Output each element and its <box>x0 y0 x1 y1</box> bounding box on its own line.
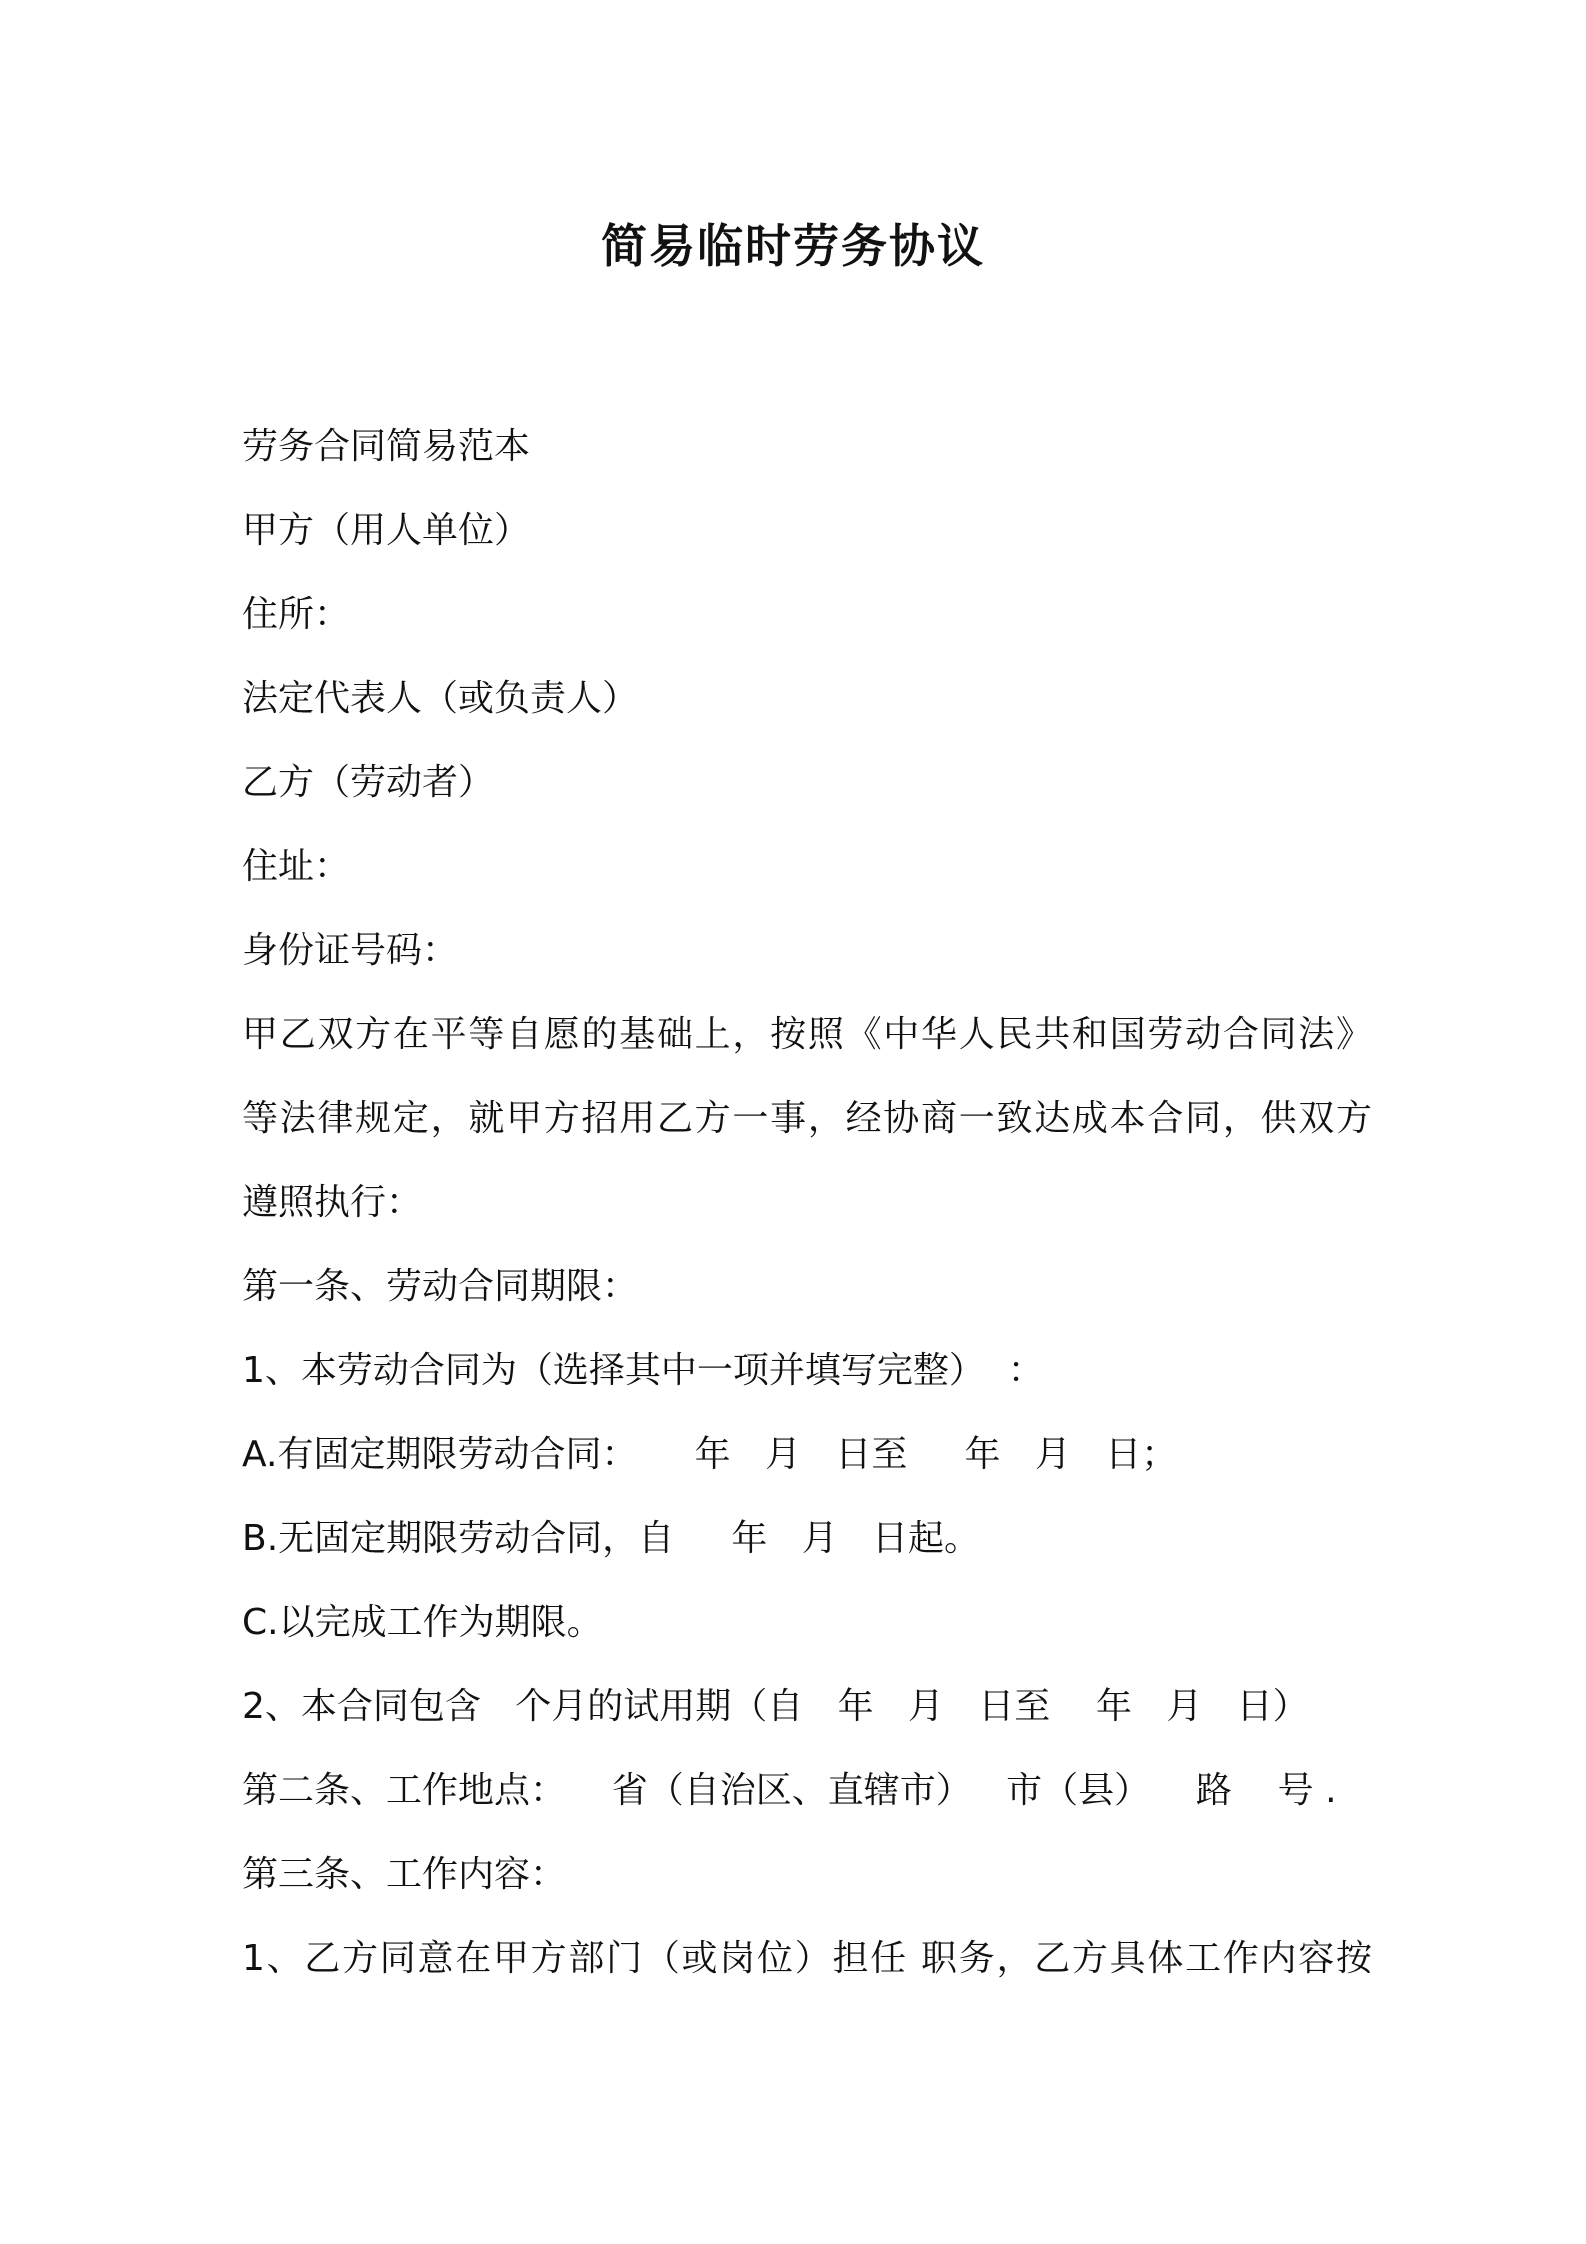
document-body <box>242 405 1372 2001</box>
line-article-1-item-1: 1、本劳动合同为（选择其中一项并填写完整） ： <box>242 1350 1044 1391</box>
line-option-a: A.有固定期限劳动合同： 年 月 日至 年 月 日； <box>242 1434 1178 1475</box>
line-party-a-residence: 住所： <box>242 594 351 635</box>
line-article-3-item-1: 1、乙方同意在甲方部门（或岗位）担任 职务，乙方具体工作内容按 <box>242 1938 1372 1979</box>
line-party-a: 甲方（用人单位） <box>242 510 531 551</box>
line-probation-period: 2、本合同包含 个月的试用期（自 年 月 日至 年 月 日） <box>242 1686 1309 1727</box>
line-party-b: 乙方（劳动者） <box>242 762 495 803</box>
line-option-b: B.无固定期限劳动合同，自 年 月 日起。 <box>242 1518 981 1559</box>
line-article-2-work-location: 第二条、工作地点： 省（自治区、直辖市） 市（县） 路 号 . <box>242 1770 1337 1811</box>
line-preamble-3: 遵照执行： <box>242 1182 423 1223</box>
line-contract-sample: 劳务合同简易范本 <box>242 426 531 467</box>
line-legal-representative: 法定代表人（或负责人） <box>242 678 639 719</box>
line-preamble-2: 等法律规定，就甲方招用乙方一事，经协商一致达成本合同，供双方 <box>242 1098 1372 1139</box>
line-preamble-1: 甲乙双方在平等自愿的基础上，按照《中华人民共和国劳动合同法》 <box>242 1014 1372 1055</box>
line-article-1-heading: 第一条、劳动合同期限： <box>242 1266 639 1307</box>
document-title: 简易临时劳务协议 <box>601 219 985 273</box>
line-id-number: 身份证号码： <box>242 930 459 971</box>
line-article-3-heading: 第三条、工作内容： <box>242 1854 567 1895</box>
line-party-b-address: 住址： <box>242 846 351 887</box>
line-option-c: C.以完成工作为期限。 <box>242 1602 603 1643</box>
